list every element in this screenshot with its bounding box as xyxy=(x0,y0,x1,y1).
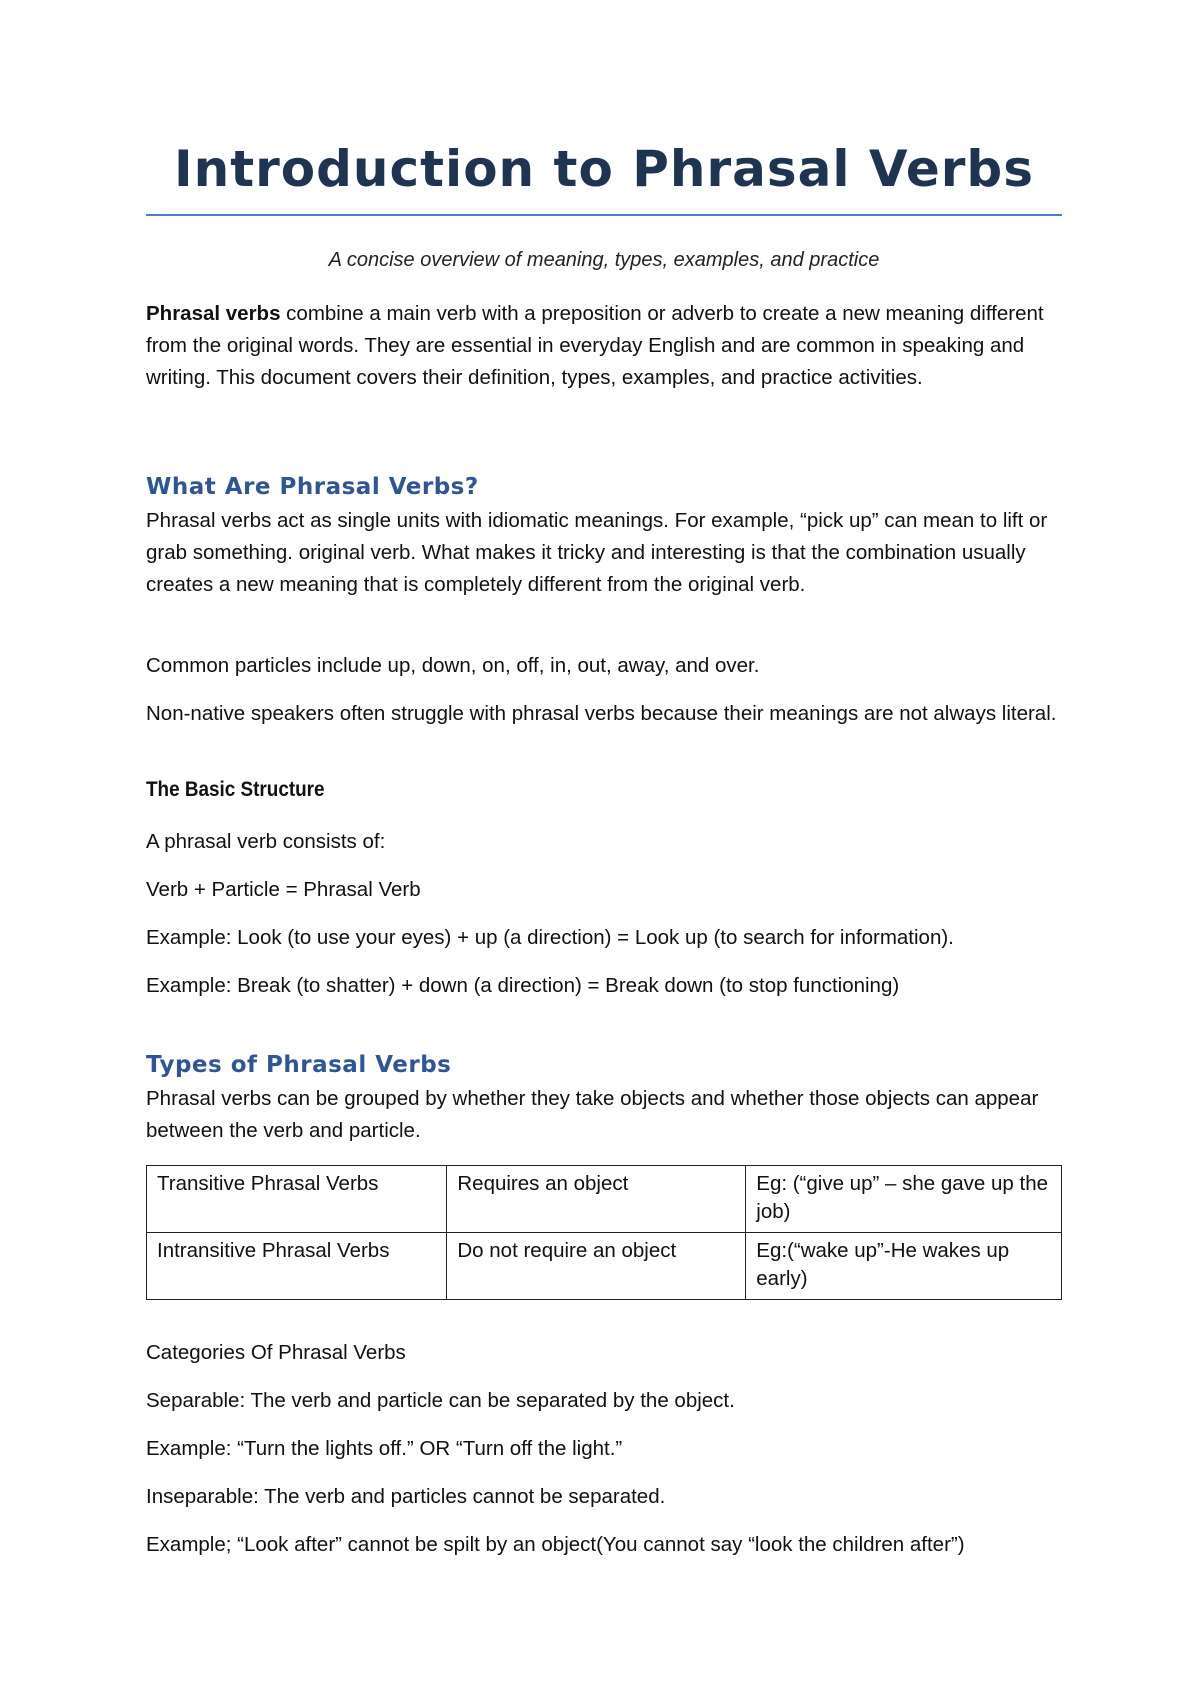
inseparable-definition: Inseparable: The verb and particles cannot be separated. xyxy=(146,1485,666,1508)
section-heading-types: Types of Phrasal Verbs xyxy=(146,1052,452,1078)
subheading-basic-structure: The Basic Structure xyxy=(146,778,325,801)
separable-definition: Separable: The verb and particle can be separated by the object. xyxy=(146,1389,735,1412)
table-row xyxy=(147,1166,1062,1233)
document-title: Introduction to Phrasal Verbs xyxy=(174,140,1034,198)
categories-heading: Categories Of Phrasal Verbs xyxy=(146,1341,406,1364)
intro-paragraph xyxy=(146,298,1062,394)
section1-paragraph-1: Phrasal verbs act as single units with idiomatic meanings. For example, “pick up” can mean to lift or grab something. original verb. What makes it tricky and interesting is that the combination usually creates a new meaning that is completely different from the original verb. xyxy=(146,509,1048,596)
structure-line-1: A phrasal verb consists of: xyxy=(146,830,386,853)
section1-paragraph-2: Common particles include up, down, on, off, in, out, away, and over. xyxy=(146,654,760,677)
table-cell: Intransitive Phrasal Verbs xyxy=(147,1233,447,1300)
section2-intro: Phrasal verbs can be grouped by whether they take objects and whether those objects can appear between the verb and particle. xyxy=(146,1087,1039,1142)
section1-paragraph-3: Non-native speakers often struggle with phrasal verbs because their meanings are not always literal. xyxy=(146,702,1057,725)
section-heading-what-are: What Are Phrasal Verbs? xyxy=(146,474,479,500)
table-cell: Transitive Phrasal Verbs xyxy=(147,1166,447,1233)
document-subtitle: A concise overview of meaning, types, examples, and practice xyxy=(328,249,880,271)
table-cell: Eg: (“give up” – she gave up the job) xyxy=(746,1166,1062,1233)
table-cell: Requires an object xyxy=(447,1166,746,1233)
separable-example: Example: “Turn the lights off.” OR “Turn off the light.” xyxy=(146,1437,623,1460)
structure-example-2: Example: Break (to shatter) + down (a direction) = Break down (to stop functioning) xyxy=(146,974,900,997)
table-cell: Do not require an object xyxy=(447,1233,746,1300)
intro-text: combine a main verb with a preposition or adverb to create a new meaning different from the original words. They are essential in everyday English and are common in speaking and writing. This document covers their definition, types, examples, and practice activities. xyxy=(146,302,1044,389)
table-row xyxy=(147,1233,1062,1300)
inseparable-example: Example; “Look after” cannot be spilt by an object(You cannot say “look the children after”) xyxy=(146,1533,965,1556)
title-underline xyxy=(146,214,1062,216)
table-cell: Eg:(“wake up”-He wakes up early) xyxy=(746,1233,1062,1300)
intro-bold-lead: Phrasal verbs xyxy=(146,302,281,325)
structure-example-1: Example: Look (to use your eyes) + up (a direction) = Look up (to search for information). xyxy=(146,926,954,949)
structure-formula: Verb + Particle = Phrasal Verb xyxy=(146,878,421,901)
phrasal-verb-types-table xyxy=(146,1165,1062,1300)
